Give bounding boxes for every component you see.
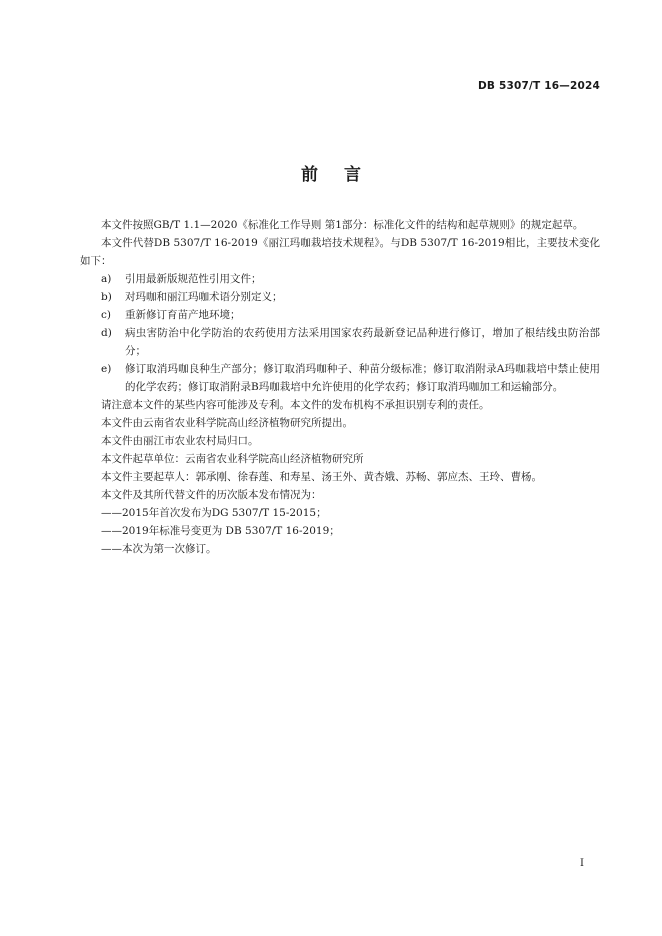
list-item (80, 306, 600, 324)
list-item (80, 270, 600, 288)
list-marker: c) (101, 309, 111, 321)
list-marker: e) (101, 363, 112, 375)
list-item-text: 引用最新版规范性引用文件； (125, 273, 262, 285)
page-number: I (580, 858, 584, 869)
document-code: DB 5307/T 16—2024 (478, 80, 600, 92)
list-item (80, 288, 600, 306)
paragraph-administrator: 本文件由丽江市农业农村局归口。 (101, 435, 259, 447)
paragraph-version-history: 本文件及其所代替文件的历次版本发布情况为： (101, 489, 322, 501)
list-item-text: 修订取消玛咖良种生产部分；修订取消玛咖种子、种苗分级标准；修订取消附录A玛咖栽培中禁止使用的化学农药；修订取消附录B玛咖栽培中允许使用的化学农药；修订取消玛咖加工和运输部分。 (125, 363, 600, 393)
paragraph-replacement: 本文件代替DB 5307/T 16-2019《丽江玛咖栽培技术规程》。与DB 5307/T 16-2019相比，主要技术变化如下： (80, 237, 600, 267)
paragraph-patent-notice: 请注意本文件的某些内容可能涉及专利。本文件的发布机构不承担识别专利的责任。 (101, 399, 490, 411)
history-entry-2015: ——2015年首次发布为DG 5307/T 15-2015； (101, 507, 327, 519)
list-item-text: 重新修订育苗产地环境； (125, 309, 241, 321)
page-title: 前言 (301, 165, 387, 185)
list-item-text: 对玛咖和丽江玛咖术语分别定义； (125, 291, 283, 303)
list-marker: d) (101, 327, 112, 339)
changes-list (80, 270, 600, 396)
paragraph-proposer: 本文件由云南省农业科学院高山经济植物研究所提出。 (101, 417, 353, 429)
list-item (80, 360, 600, 396)
foreword-body (80, 216, 600, 558)
list-item (80, 324, 600, 360)
list-marker: a) (101, 273, 112, 285)
list-item-text: 病虫害防治中化学防治的农药使用方法采用国家农药最新登记品种进行修订，增加了根结线虫防治部分； (125, 327, 600, 357)
list-marker: b) (101, 291, 112, 303)
history-entry-2019: ——2019年标准号变更为 DB 5307/T 16-2019； (101, 525, 340, 537)
history-entry-current: ——本次为第一次修订。 (101, 543, 217, 555)
paragraph-drafting-unit: 本文件起草单位：云南省农业科学院高山经济植物研究所 (101, 453, 364, 465)
paragraph-drafters: 本文件主要起草人：郭承刚、徐春莲、和寿星、汤王外、黄杏娥、苏畅、郭应杰、王玲、曹杨。 (101, 471, 542, 483)
paragraph-drafting-rules: 本文件按照GB/T 1.1—2020《标准化工作导则 第1部分：标准化文件的结构和起草规则》的规定起草。 (101, 219, 584, 231)
